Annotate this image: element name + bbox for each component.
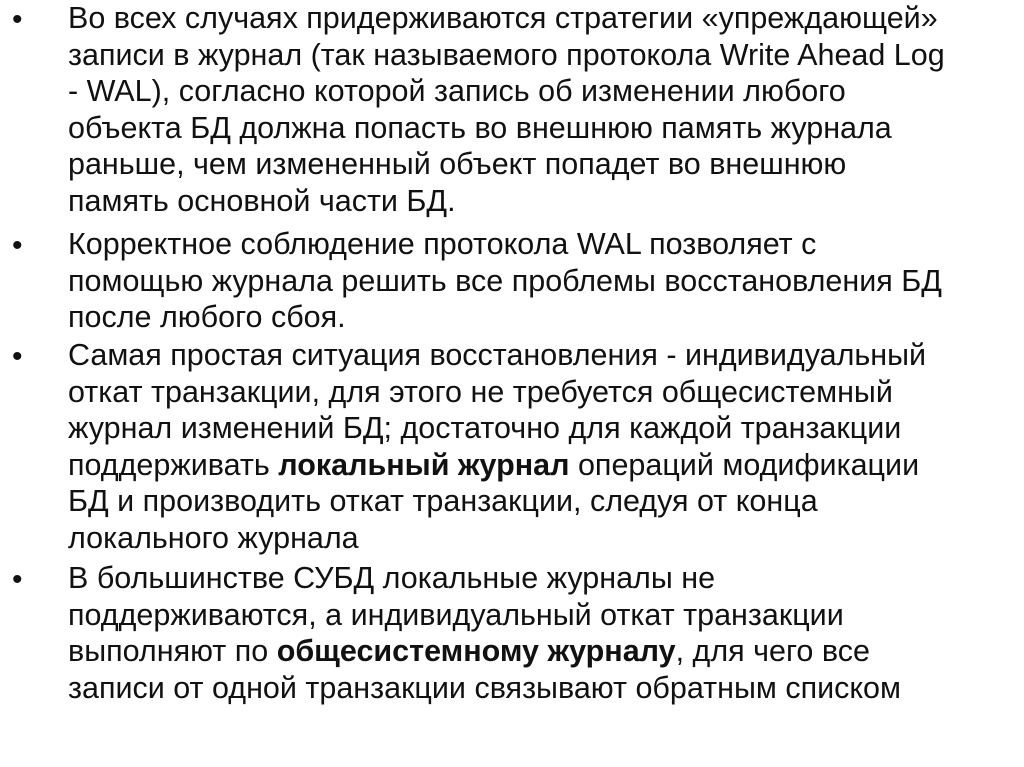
text-line: записи в журнал (так называемого протокола Write Ahead Log: [68, 37, 945, 72]
bullet-icon: •: [12, 229, 23, 262]
text-line: память основной части БД.: [68, 183, 456, 218]
bullet-icon: •: [12, 3, 23, 36]
bullet-text: [68, 226, 1012, 336]
text-line: объекта БД должна попасть во внешнюю память журнала: [68, 110, 892, 145]
text-line: [68, 633, 1012, 670]
text-line: - WAL), согласно которой запись об изменении любого: [68, 74, 846, 109]
text-line: после любого сбоя.: [68, 300, 346, 335]
text-line: [68, 447, 1012, 484]
bullet-text: [68, 0, 1012, 220]
bullet-icon: •: [12, 563, 23, 596]
text-line: записи от одной транзакции связывают обратным списком: [68, 670, 901, 705]
bullet-text: [68, 560, 1012, 706]
text-line: помощью журнала решить все проблемы восстановления БД: [68, 263, 942, 298]
text-line: журнал изменений БД; достаточно для каждой транзакции: [68, 411, 902, 446]
text-line: В большинстве СУБД локальные журналы не: [68, 561, 716, 595]
bullet-text: [68, 337, 1012, 557]
text-segment: , для чего все: [675, 634, 870, 669]
text-line: БД и производить откат транзакции, следуя от конца: [68, 484, 818, 519]
text-line: Корректное соблюдение протокола WAL позволяет с: [68, 227, 817, 261]
bullet-icon: •: [12, 340, 23, 373]
text-segment: выполняют по: [68, 634, 277, 669]
text-line: поддерживаются, а индивидуальный откат транзакции: [68, 597, 844, 632]
text-line: Самая простая ситуация восстановления - индивидуальный: [68, 338, 927, 372]
emphasis-local-journal: локальный журнал: [278, 447, 570, 482]
text-segment: операций модификации: [569, 447, 920, 482]
emphasis-system-journal: общесистемному журналу: [276, 634, 676, 669]
text-line: Во всех случаях придерживаются стратегии «упреждающей»: [68, 1, 938, 35]
text-segment: поддерживать: [68, 447, 279, 482]
text-line: локального журнала: [68, 520, 359, 555]
text-line: откат транзакции, для этого не требуется общесистемный: [68, 374, 893, 409]
text-line: раньше, чем измененный объект попадет во внешнюю: [68, 147, 847, 182]
